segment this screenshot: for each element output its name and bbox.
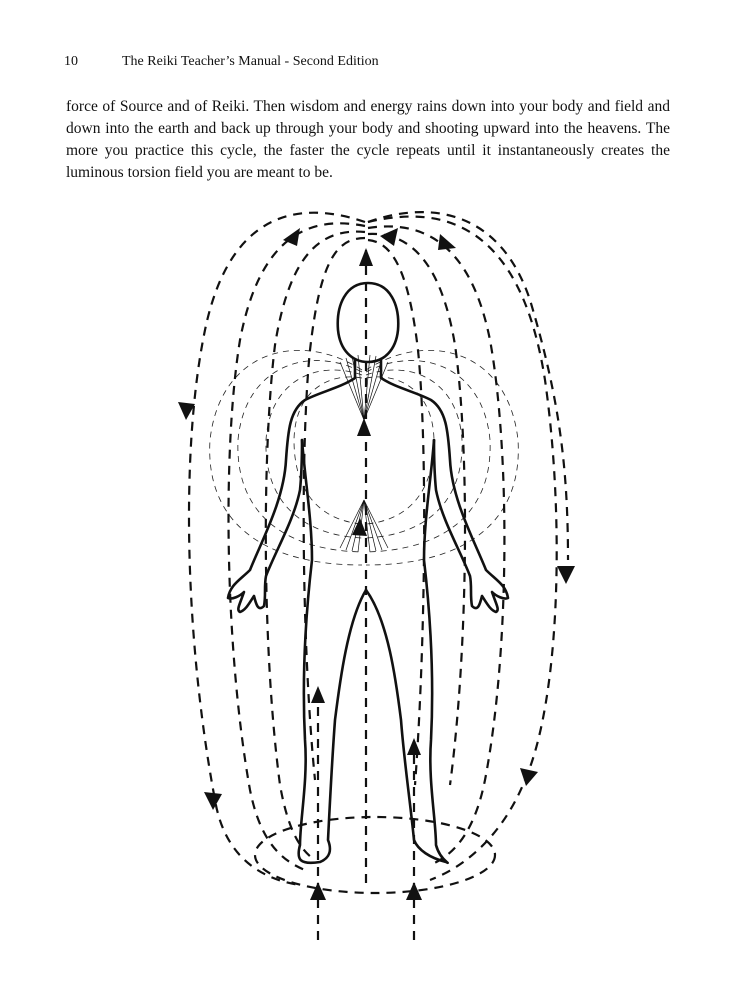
arrow-top-center [380, 228, 398, 246]
arrow-left-low [204, 792, 222, 810]
arrow-left-thigh [311, 686, 325, 703]
arrow-right-low [520, 768, 538, 786]
arrow-right-mid [557, 566, 575, 584]
running-header [64, 54, 379, 70]
running-title: The Reiki Teacher’s Manual - Second Edition [122, 54, 379, 69]
arrow-top-right [438, 234, 456, 250]
body-paragraph: force of Source and of Reiki. Then wisdom and energy rains down into your body and field and down into the earth and back up through your body and shooting upward into the heavens. The more you practice this cycle, the faster the cycle repeats until it instantaneously creates the luminous torsion field you are meant to be. [66, 98, 670, 181]
arrow-left-earth [310, 882, 326, 900]
page-number: 10 [64, 54, 78, 69]
ground-ellipse [255, 817, 495, 893]
lower-vortex [340, 500, 388, 552]
torsion-field-illustration [0, 190, 746, 996]
arrow-top-center-left [359, 248, 373, 266]
arrow-chest [357, 418, 371, 436]
torsion-field-drawing [0, 190, 746, 996]
human-figure [228, 283, 508, 863]
flow-arrows [178, 228, 575, 900]
